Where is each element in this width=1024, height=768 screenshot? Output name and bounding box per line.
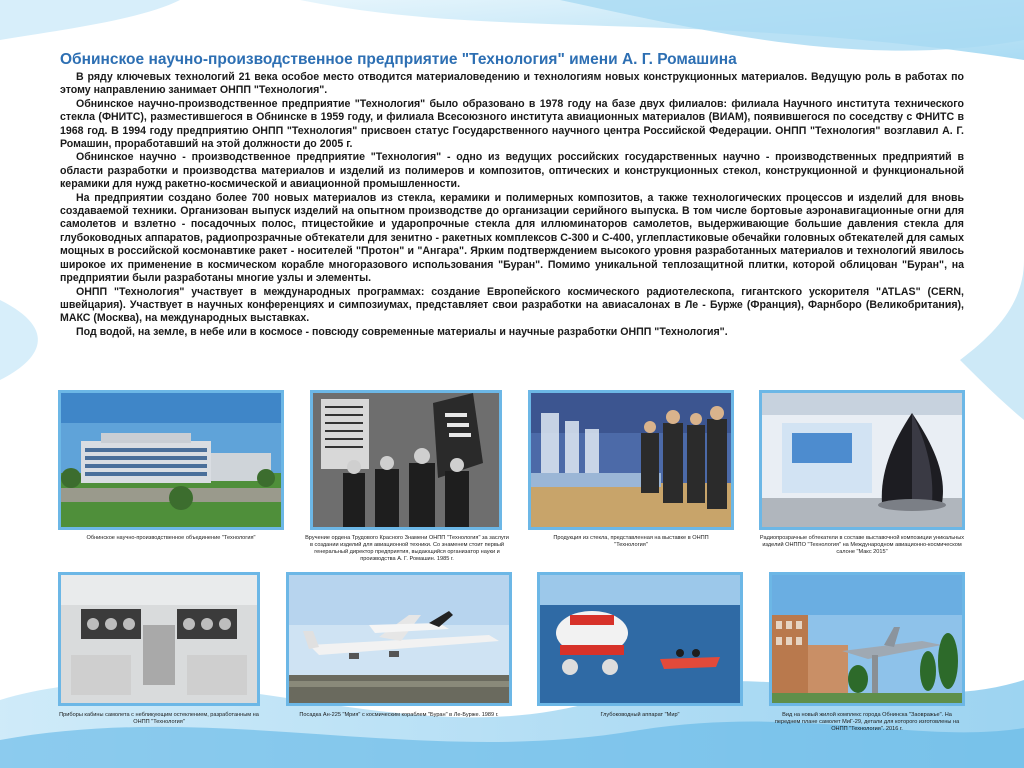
- paragraph: Обнинское научно - производственное предприятие "Технология" - одно из ведущих российских государственных научно - производственных предприятий в области разработки и производства материалов и изделий из полимеров и композитов, оптических и конструкционных стекол, конструкционной и функциональной керамики для нужд ракетно-космической и авиационной промышленности.: [60, 151, 964, 191]
- article-body: [60, 71, 964, 339]
- photo-caption: Посадка Ан-225 "Мрия" с космическим кораблем "Буран" в Ле-Бурже. 1989 г.: [299, 712, 499, 718]
- photo-an225-buran: [286, 572, 512, 706]
- page-title: Обнинское научно-производственное предприятие "Технология" имени А. Г. Ромашина: [60, 51, 737, 68]
- paragraph: Под водой, на земле, в небе или в космосе - повсюду современные материалы и научные разработки ОНПП "Технология".: [76, 325, 728, 338]
- photo-award-ceremony: [310, 390, 502, 530]
- photo-caption: Радиопрозрачные обтекатели в составе выставочной композиции уникальных изделий ОНППО "Технология" на Международном авиационно-космическом салоне "Макс 2015": [759, 535, 965, 555]
- photo-mir-submersible: [537, 572, 743, 706]
- photo-caption: Приборы кабины самолета с небликующим остеклением, разработанным на ОНПП "Технология": [59, 712, 259, 725]
- photo-caption: Продукция из стекла, представленная на выставке в ОНПП "Технология": [553, 535, 709, 548]
- photo-glass-exhibition: [528, 390, 734, 530]
- photo-caption: Вид на новый жилой комплекс города Обнинска "Заовражье". На переднем плане самолет МиГ-29, детали для которого изготовлены на ОНПП "Технология". 2016 г.: [774, 712, 960, 732]
- photo-building: [58, 390, 284, 530]
- photo-cockpit: [58, 572, 260, 706]
- paragraph: Обнинское научно-производственное предприятие "Технология" было образовано в 1978 году на базе двух филиалов: филиала Научного института технического стекла (ФНИТС), разместившегося в Обнинске в 1959 году, и филиала Всесоюзного института авиационных материалов (ВИАМ), появившегося по соседству с ФНИТС в 1968 год. В 1994 году предприятию ОНПП "Технология" присвоен статус Государственного научного центра Российской Федерации. ОНПП "Технология" возглавил А. Г. Ромашин, проработавший на этой должности до 2005 г.: [60, 97, 964, 151]
- photo-caption: Обнинское научно-производственное объединение "Технология": [86, 535, 256, 541]
- photo-radomes: [759, 390, 965, 530]
- photo-caption: Глубоководный аппарат "Мир": [600, 712, 680, 718]
- paragraph: ОНПП "Технология" участвует в международных программах: создание Европейского космического радиотелескопа, гигантского ускорителя "ATLAS" (CERN, швейцария). Участвует в научных конференциях и симпозиумах, представляет свои разработки на авиасалонах в Ле - Бурже (Франция), Фарнборо (Великобритания), МАКС (Москва), на международных выставках.: [60, 285, 964, 325]
- photo-obninsk-mig29: [769, 572, 965, 706]
- paragraph: На предприятии создано более 700 новых материалов из стекла, керамики и полимерных композитов, а также технологических процессов и изделий для вновь создаваемой техники. Организован выпуск изделий на опытном производстве до организации серийного выпуска. В том числе бортовые аэронавигационные огни для самолетов и взлетно - посадочных полос, птицестойкие и ударопрочные стекла для иллюминаторов самолетов, выдерживающие большие давления стекла для глубоководных аппаратов, радиопрозрачные обтекатели для зенитно - ракетных комплексов С-300 и С-400, углепластиковые обечайки головных обтекателей для самых мощных в российской космонавтике ракет - носителей "Протон" и "Ангара". Ярким подтверждением высокого уровня разработанных материалов и технологий явилось широкое их применение в космическом корабле многоразового использования "Буран". Помимо уникальной теплозащитной плитки, которой облицован "Буран", на предприятии были разработаны многие узлы и элементы.: [60, 191, 964, 285]
- paragraph: В ряду ключевых технологий 21 века особое место отводится материаловедению и технологиям новых конструкционных материалов. Ведущую роль в работах по этому направлению занимает ОНПП "Технология".: [60, 71, 964, 97]
- photo-caption: Вручение ордена Трудового Красного Знамени ОНПП "Технология" за заслуги в создании изделий для авиационной техники. Со знаменем стоит первый генеральный директор предприятия, выдающийся организатор науки и производства А. Г. Ромашин. 1985 г.: [305, 535, 509, 562]
